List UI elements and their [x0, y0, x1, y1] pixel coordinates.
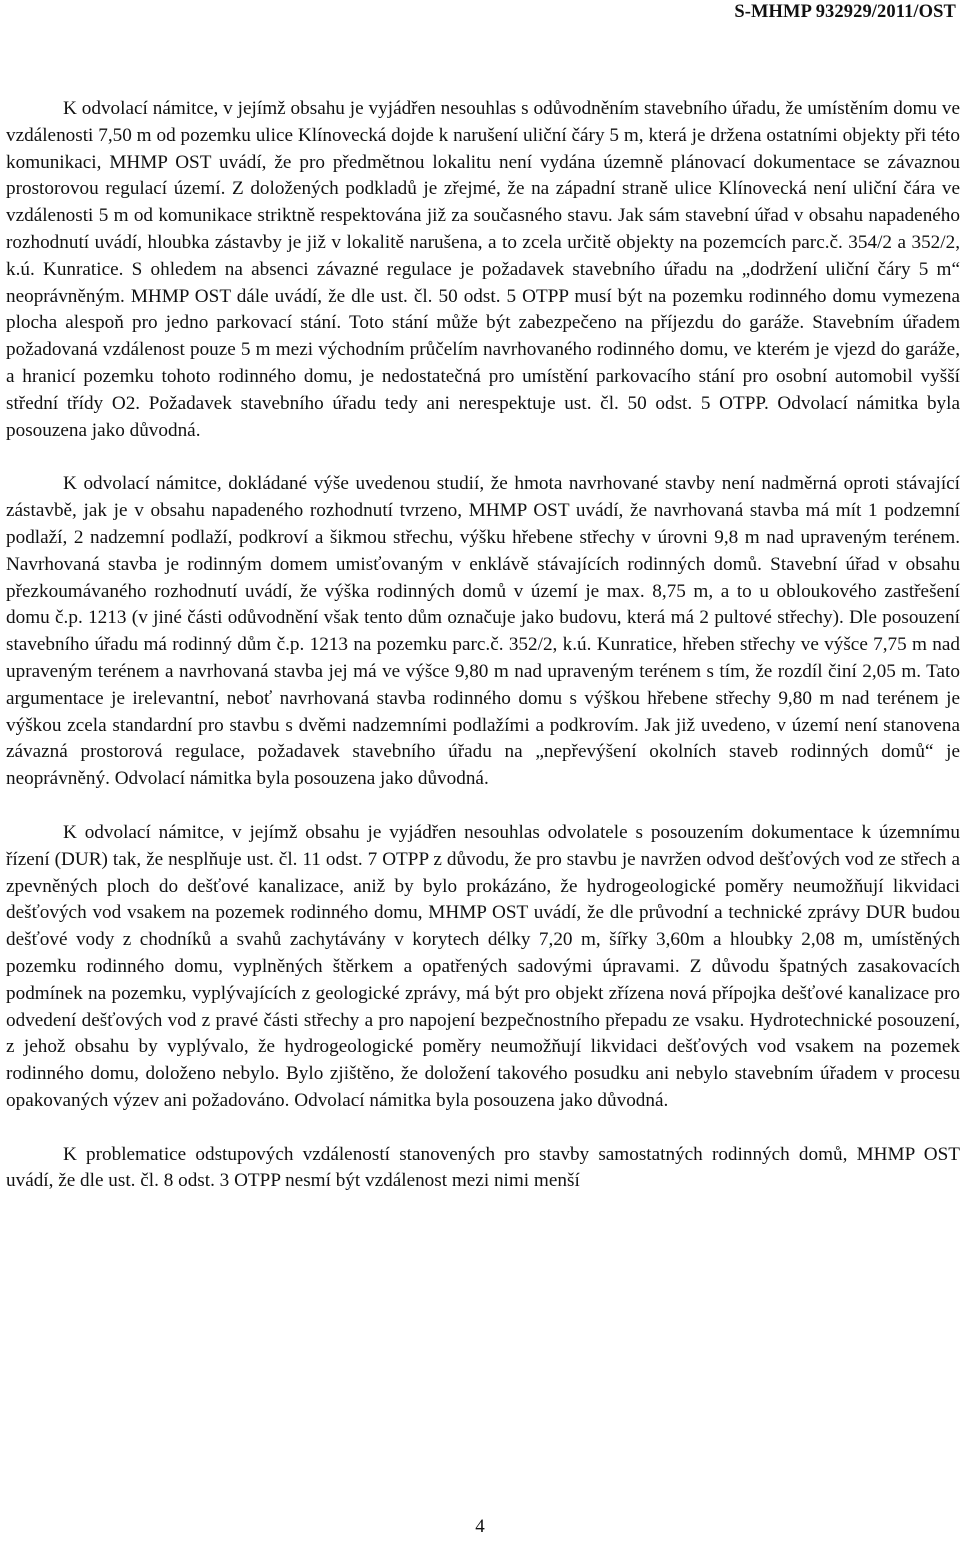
document-body	[6, 96, 960, 1195]
paragraph-rainwater-drainage-objection: K odvolací námitce, v jejímž obsahu je vyjádřen nesouhlas odvolatele s posouzením dokumentace k územnímu řízení (DUR) tak, že nesplňuje ust. čl. 11 odst. 7 OTPP z důvodu, že pro stavbu je navržen odvod dešťových vod ze střech a zpevněných ploch do dešťové kanalizace, aniž by bylo prokázáno, že hydrogeologické poměry neumožňují likvidaci dešťových vod vsakem na pozemek rodinného domu, MHMP OST uvádí, že dle průvodní a technické zprávy DUR budou dešťové vody z chodníků a svahů zachytávány v korytech délky 7,20 m, šířky 3,60m a hloubky 2,08 m, umístěných pozemku rodinného domu, vyplněných štěrkem a opatřených sadovými úpravami. Z důvodu špatných zasakovacích podmínek na pozemku, vyplývajících z geologické zprávy, má být pro objekt zřízena nová přípojka dešťové kanalizace pro odvedení dešťových vod z pravé části střechy a pro napojení bezpečnostního přepadu ze vsaku. Hydrotechnické posouzení, z jehož obsahu by vyplývalo, že hydrogeologické poměry neumožňují likvidaci dešťových vod vsakem na pozemek rodinného domu, doloženo nebylo. Bylo zjištěno, že doložení takového posudku ani nebylo stavebním úřadem v procesu opakovaných výzev ani požadováno. Odvolací námitka byla posouzena jako důvodná.	[6, 821, 960, 1111]
document-reference-number: S-MHMP 932929/2011/OST	[734, 2, 956, 22]
paragraph-building-height-objection: K odvolací námitce, dokládané výše uvedenou studií, že hmota navrhované stavby není nadměrná oproti stávající zástavbě, jak je v obsahu napadeného rozhodnutí tvrzeno, MHMP OST uvádí, že navrhovaná stavba má mít 1 podzemní podlaží, 2 nadzemní podlaží, podkroví a šikmou střechu, výšku hřebene střechy v úrovni 9,8 m nad upraveným terénem. Navrhovaná stavba je rodinným domem umisťovaným v enklávě stávajících rodinných domů. Stavební úřad v obsahu přezkoumávaného rozhodnutí uvádí, že výška rodinných domů v území je max. 8,75 m, a to u obloukového zastřešení domu č.p. 1213 (v jiné části odůvodnění však tento dům označuje jako budovu, která má 2 pultové střechy). Dle posouzení stavebního úřadu má rodinný dům č.p. 1213 na pozemku parc.č. 352/2, k.ú. Kunratice, hřeben střechy ve výšce 7,75 m nad upraveným terénem a navrhovaná stavba jej má ve výšce 9,80 m nad upraveným terénem s tím, že rozdíl činí 2,05 m. Tato argumentace je irelevantní, neboť navrhovaná stavba rodinného domu s výškou hřebene střechy 9,80 m nad terénem je výškou zcela standardní pro stavbu s dvěmi nadzemními podlažími a podkrovím. Jak již uvedeno, v území není stanovena závazná prostorová regulace, požadavek stavebního úřadu na „nepřevýšení okolních staveb rodinných domů“ je neoprávněný. Odvolací námitka byla posouzena jako důvodná.	[6, 473, 960, 790]
page-number: 4	[475, 1516, 485, 1537]
paragraph-street-line-objection: K odvolací námitce, v jejímž obsahu je vyjádřen nesouhlas s odůvodněním stavebního úřadu, že umístěním domu ve vzdálenosti 7,50 m od pozemku ulice Klínovecká dojde k narušení uliční čáry 5 m, která je držena ostatními objekty při této komunikaci, MHMP OST uvádí, že pro předmětnou lokalitu není vydána územně plánovací dokumentace se závaznou prostorovou regulací území. Z doložených podkladů je zřejmé, že na západní straně ulice Klínovecká není uliční čára ve vzdálenosti 5 m od komunikace striktně respektována již za současného stavu. Jak sám stavební úřad v obsahu napadeného rozhodnutí uvádí, hloubka zástavby je již v lokalitě narušena, a to zcela určitě objekty na pozemcích parc.č. 354/2 a 352/2, k.ú. Kunratice. S ohledem na absenci závazné regulace je požadavek stavebního úřadu na „dodržení uliční čáry 5 m“ neoprávněným. MHMP OST dále uvádí, že dle ust. čl. 50 odst. 5 OTPP musí být na pozemku rodinného domu vymezena plocha alespoň pro jedno parkovací stání. Toto stání může být zabezpečeno na příjezdu do garáže. Stavebním úřadem požadovaná vzdálenost pouze 5 m mezi východním průčelím navrhovaného rodinného domu, ve kterém je vjezd do garáže, a hranicí pozemku tohoto rodinného domu, je nedostatečná pro umístění parkovacího stání pro osobní automobil vyšší střední třídy O2. Požadavek stavebního úřadu tedy ani nerespektuje ust. čl. 50 odst. 5 OTPP. Odvolací námitka byla posouzena jako důvodná.	[6, 98, 960, 441]
paragraph-setback-distances: K problematice odstupových vzdáleností stanovených pro stavby samostatných rodinných domů, MHMP OST uvádí, že dle ust. čl. 8 odst. 3 OTPP nesmí být vzdálenost mezi nimi menší	[6, 1143, 960, 1192]
